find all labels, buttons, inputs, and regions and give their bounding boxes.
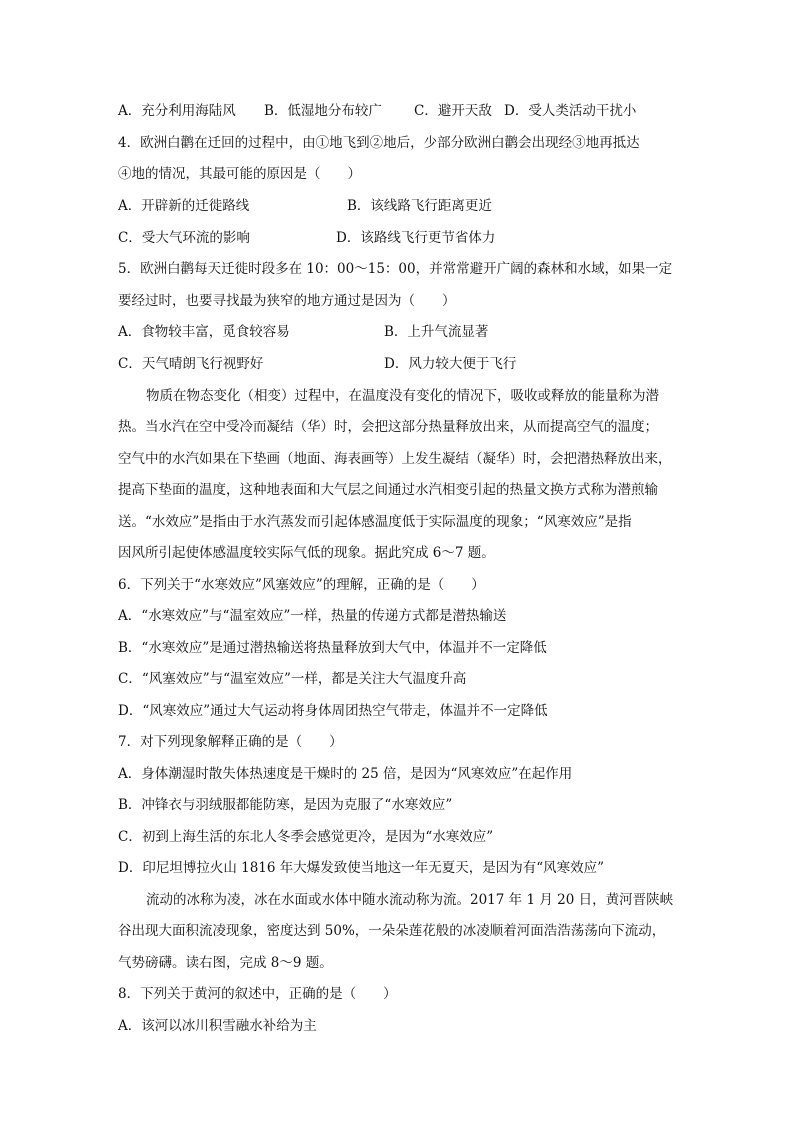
q4-option-c: C．受大气环流的影响 bbox=[118, 230, 250, 246]
q4-option-a: A．开辟新的迁徙路线 bbox=[118, 198, 250, 214]
passage1-line5: 送。“水效应”是指由于水汽蒸发而引起体感温度低于实际温度的现象；“风寒效应”是指 bbox=[118, 514, 632, 530]
q6-option-a: A．“水寒效应”与“温室效应”一样，热量的传递方式都是潜热输送 bbox=[118, 608, 507, 624]
passage1-line6: 因风所引起使体感温度较实际气低的现象。据此究成 6～7 题。 bbox=[118, 545, 495, 561]
q5-option-c: C．天气晴朗飞行视野好 bbox=[118, 356, 264, 372]
passage2-line2: 谷出现大面积流凌现象，密度达到 50%，一朵朵莲花般的冰凌顺着河面浩浩荡荡向下流动， bbox=[118, 923, 666, 939]
q4-option-b: B．该线路飞行距离更近 bbox=[347, 198, 492, 214]
q6-option-b: B．“水寒效应”是通过潜热输送将热量释放到大气中，体温并不一定降低 bbox=[118, 640, 547, 656]
q5-option-d: D．风力较大便于飞行 bbox=[384, 356, 517, 372]
passage2-line1: 流动的冰称为凌，冰在水面或水体中随水流动称为流。2017 年 1 月 20 日，黄河晋陕峡 bbox=[146, 892, 674, 908]
q4-stem-line2: ④地的情况，其最可能的原因是（ ） bbox=[118, 166, 361, 182]
passage1-line4: 提高下垫面的温度，这种地表面和大气层之间通过水汽相变引起的热量文换方式称为潜煎输 bbox=[118, 482, 658, 498]
q7-option-d: D．印尼坦博拉火山 1816 年大爆发致使当地这一年无夏天，是因为有“风寒效应” bbox=[118, 860, 605, 876]
q3-option-b: B．低湿地分布较广 bbox=[264, 103, 382, 119]
passage1-line1: 物质在物态变化（相变）过程中，在温度没有变化的情况下，吸收或释放的能量称为潜 bbox=[146, 388, 659, 404]
q3-option-a: A．充分利用海陆风 bbox=[118, 103, 236, 119]
q7-option-b: B．冲锋衣与羽绒服都能防寒，是因为克服了“水寒效应” bbox=[118, 797, 453, 813]
q8-option-a: A．该河以冰川积雪融水补给为主 bbox=[118, 1018, 317, 1034]
q6-option-c: C．“风塞效应”与“温室效应”一样，都是关注大气温度升高 bbox=[118, 671, 467, 687]
q3-option-d: D．受人类活动干扰小 bbox=[504, 103, 637, 119]
passage1-line3: 空气中的水汽如果在下垫画（地面、海表画等）上发生凝结（凝华）时，会把潜热释放出来， bbox=[118, 451, 672, 467]
q5-option-b: B．上升气流显著 bbox=[384, 324, 489, 340]
q4-option-d: D．该路线飞行更节省体力 bbox=[336, 230, 496, 246]
q3-option-c: C．避开天敌 bbox=[414, 103, 492, 119]
q5-stem-line2: 要经过时，也要寻找最为狭窄的地方通过是因为（ ） bbox=[118, 293, 456, 309]
q7-stem: 7．对下列现象解释正确的是（ ） bbox=[118, 734, 343, 750]
passage2-line3: 气势磅礴。读右图，完成 8～9 题。 bbox=[118, 955, 333, 971]
passage1-line2: 热。当水汽在空中受冷而凝结（华）时，会把这部分热量释放出来，从而提高空气的温度； bbox=[118, 419, 658, 435]
q5-option-a: A．食物较丰富，觅食较容易 bbox=[118, 324, 290, 340]
q5-stem-line1: 5．欧洲白鹳每天迁徙时段多在 10：00～15：00，并常常避开广阔的森林和水域，如果一定 bbox=[118, 261, 673, 277]
q7-option-c: C．初到上海生活的东北人冬季会感觉更冷，是因为“水寒效应” bbox=[118, 829, 494, 845]
q4-stem-line1: 4．欧洲白鹳在迁回的过程中，由①地飞到②地后，少部分欧洲白鹳会出现经③地再抵达 bbox=[118, 135, 640, 151]
q7-option-a: A．身体潮湿时散失体热速度是干燥时的 25 倍，是因为“风寒效应”在起作用 bbox=[118, 766, 573, 782]
q6-stem: 6．下列关于“水寒效应”风塞效应”的理解，正确的是（ ） bbox=[118, 577, 485, 593]
q8-stem: 8．下列关于黄河的叙述中，正确的是（ ） bbox=[118, 986, 397, 1002]
q6-option-d: D．“风寒效应”通过大气运动将身体周团热空气带走，体温并不一定降低 bbox=[118, 703, 548, 719]
